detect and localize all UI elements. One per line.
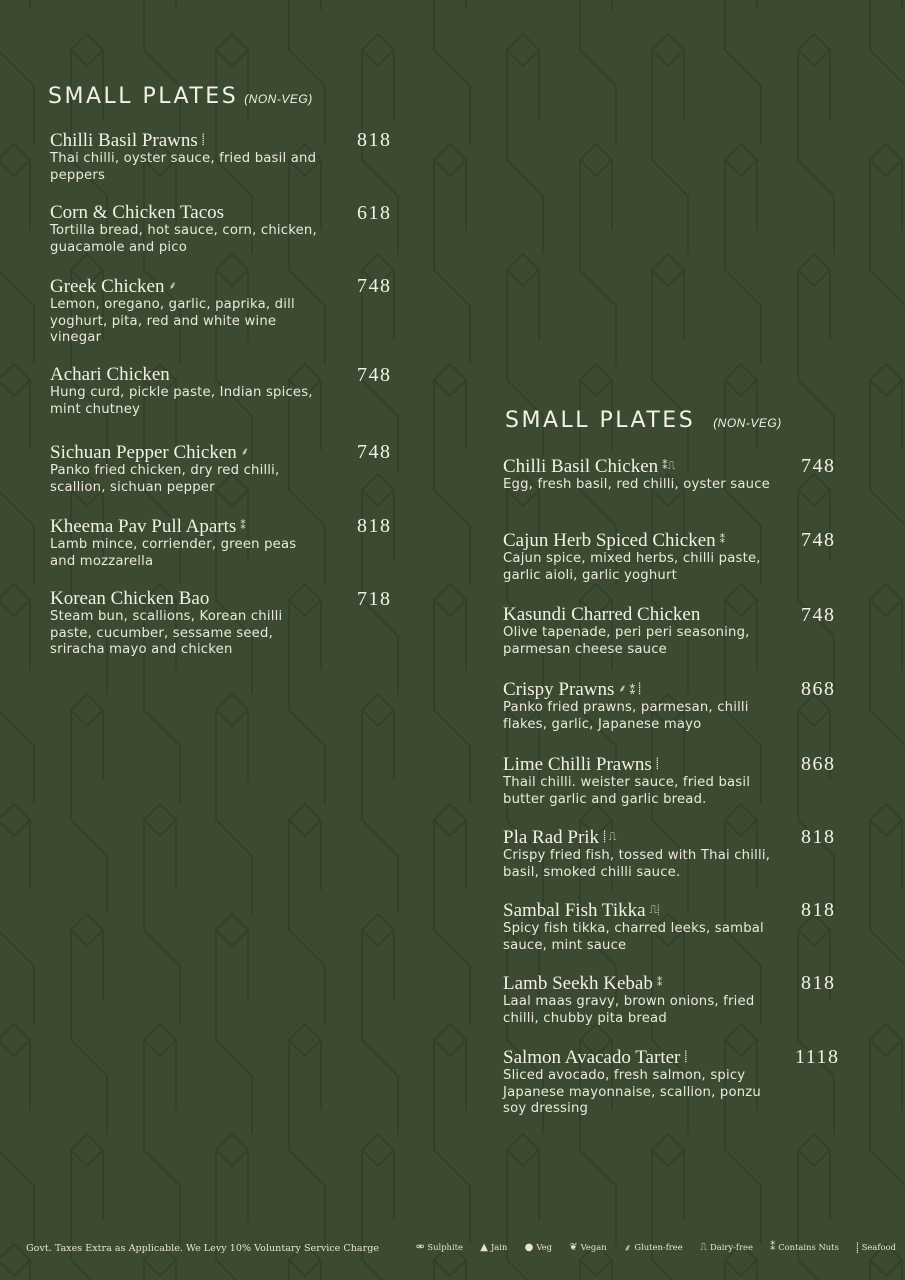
menu-item-name: Crispy Prawns <box>503 679 615 700</box>
pattern-line <box>652 490 688 694</box>
left-section-title <box>48 84 313 109</box>
pattern-line <box>580 144 612 176</box>
veg-icon: ● <box>524 1241 534 1253</box>
contains-nuts-icon: ⁑ <box>240 520 246 532</box>
pattern-line <box>289 804 321 836</box>
menu-item-name: Chilli Basil Prawns <box>50 130 198 151</box>
seafood-icon: ⸽ <box>856 1243 859 1254</box>
pattern-line <box>216 930 252 1134</box>
menu-item-name: Chilli Basil Chicken <box>503 456 659 477</box>
pattern-line <box>580 364 612 396</box>
menu-item-price: 748 <box>357 364 392 386</box>
section-title-text: SMALL PLATES <box>505 408 696 433</box>
pattern-line <box>652 50 688 254</box>
pattern-line <box>216 1150 252 1280</box>
menu-item-description: Tortilla bread, hot sauce, corn, chicken, guacamole and pico <box>50 223 317 255</box>
menu-item-description: Olive tapenade, peri peri seasoning, parmesan cheese sauce <box>503 625 750 657</box>
menu-item-price: 748 <box>801 455 836 477</box>
pattern-line <box>0 600 34 804</box>
legend-entry <box>480 1242 507 1253</box>
seafood-icon: ⸽ <box>201 134 205 146</box>
pattern-line <box>362 1134 394 1166</box>
menu-item-name: Greek Chicken <box>50 276 165 297</box>
pattern-line <box>870 364 902 396</box>
legend-entry <box>770 1242 839 1253</box>
pattern-line <box>507 710 543 914</box>
legend-label: Veg <box>536 1242 552 1252</box>
legend-entry <box>856 1240 896 1254</box>
menu-item <box>50 130 417 184</box>
pattern-line <box>289 1040 325 1244</box>
pattern-line <box>434 1024 466 1056</box>
pattern-line <box>870 820 905 1024</box>
pattern-line <box>725 144 757 176</box>
seafood-icon: ⸽ ⎍ <box>603 831 617 843</box>
pattern-line <box>289 0 325 144</box>
seafood-icon: ⸽ <box>655 758 659 770</box>
pattern-line <box>434 600 470 804</box>
pattern-line <box>216 914 248 946</box>
menu-item-description: Hung curd, pickle paste, Indian spices, mint chutney <box>50 385 313 417</box>
menu-item-description: Cajun spice, mixed herbs, chilli paste, garlic aioli, garlic yoghurt <box>503 551 761 583</box>
menu-item-price: 748 <box>801 604 836 626</box>
pattern-line <box>71 710 107 914</box>
menu-item <box>503 456 861 494</box>
pattern-line <box>216 694 248 726</box>
menu-item-description: Panko fried chicken, dry red chilli, scallion, sichuan pepper <box>50 463 280 495</box>
footer-note: Govt. Taxes Extra as Applicable. We Levy 10% Voluntary Service Charge <box>26 1243 380 1254</box>
menu-item-price: 748 <box>357 441 392 463</box>
pattern-line <box>725 364 757 396</box>
pattern-line <box>0 0 34 144</box>
menu-item-description: Steam bun, scallions, Korean chilli paste, cucumber, sessame seed, sriracha mayo and chicken <box>50 609 283 657</box>
pattern-line <box>144 0 180 144</box>
menu-item <box>50 589 417 659</box>
menu-item-name: Kheema Pav Pull Aparts <box>50 516 237 537</box>
contains-nuts-icon: ⁑ <box>719 534 726 546</box>
pattern-line <box>652 34 684 66</box>
menu-item <box>503 973 861 1027</box>
menu-item <box>50 365 417 418</box>
menu-item-description: Sliced avocado, fresh salmon, spicy Japanese mayonnaise, scallion, ponzu soy dressing <box>503 1068 761 1116</box>
legend-label: Vegan <box>580 1242 607 1252</box>
legend-entry <box>569 1242 606 1253</box>
pattern-line <box>0 584 30 616</box>
menu-item-description: Lemon, oregano, garlic, paprika, dill yoghurt, pita, red and white wine vinegar <box>50 297 295 345</box>
menu-item-price: 748 <box>357 275 392 297</box>
pattern-line <box>798 34 830 66</box>
menu-item <box>503 530 861 584</box>
pattern-line <box>652 254 684 286</box>
menu-item-name: Lamb Seekh Kebab <box>503 973 653 994</box>
pattern-line <box>362 34 394 66</box>
pattern-line <box>870 584 902 616</box>
pattern-line <box>0 820 34 1024</box>
menu-item-price: 818 <box>357 129 392 151</box>
pattern-line <box>507 1150 543 1280</box>
pattern-line <box>652 1150 688 1280</box>
pattern-line <box>434 1040 470 1244</box>
jain-icon: ▲ <box>480 1241 488 1253</box>
pattern-line <box>580 1260 616 1280</box>
pattern-line <box>0 1024 30 1056</box>
menu-item <box>50 516 417 570</box>
pattern-line <box>0 804 30 836</box>
pattern-line <box>0 1260 34 1280</box>
pattern-line <box>870 1024 902 1056</box>
gluten-free-icon: ⸙ <box>240 446 250 458</box>
menu-item-description: Egg, fresh basil, red chilli, oyster sauce <box>503 477 770 492</box>
contains-nuts-icon: ⁑ <box>770 1241 776 1253</box>
menu-item-price: 818 <box>357 515 392 537</box>
menu-item <box>503 900 861 954</box>
contains-nuts-icon: ⁑ <box>656 977 663 989</box>
pattern-line <box>870 1040 905 1244</box>
pattern-line <box>71 694 103 726</box>
pattern-line <box>870 600 905 804</box>
legend-label: Dairy-free <box>709 1242 753 1252</box>
pattern-line <box>0 1040 34 1244</box>
pattern-line <box>434 364 466 396</box>
menu-item-name: Lime Chilli Prawns <box>503 754 652 775</box>
menu-item-name: Sambal Fish Tikka <box>503 900 646 921</box>
pattern-line <box>0 364 30 396</box>
pattern-line <box>71 930 107 1134</box>
pattern-line <box>798 710 834 914</box>
pattern-line <box>507 270 543 474</box>
menu-item-price: 868 <box>801 678 836 700</box>
menu-item-price: 818 <box>801 826 836 848</box>
pattern-line <box>434 584 466 616</box>
vegan-icon: ❦ <box>569 1241 578 1253</box>
menu-item <box>50 442 417 496</box>
gluten-free-icon: ⸙ <box>168 280 177 292</box>
menu-item-description: Spicy fish tikka, charred leeks, sambal sauce, mint sauce <box>503 921 764 953</box>
pattern-line <box>144 804 176 836</box>
pattern-line <box>798 270 834 474</box>
legend-entry <box>700 1242 753 1253</box>
pattern-line <box>652 1134 684 1166</box>
pattern-line <box>0 380 34 584</box>
menu-item-name: Sichuan Pepper Chicken <box>50 442 237 463</box>
pattern-line <box>725 160 761 364</box>
menu-item-price: 818 <box>801 899 836 921</box>
menu-item-description: Crispy fried fish, tossed with Thai chilli, basil, smoked chilli sauce. <box>503 848 771 880</box>
pattern-line <box>71 1134 103 1166</box>
menu-item-name: Kasundi Charred Chicken <box>503 604 701 625</box>
pattern-line <box>362 710 398 914</box>
menu-item <box>50 276 417 347</box>
menu-item <box>503 1047 861 1118</box>
menu-item <box>50 203 417 256</box>
pattern-line <box>870 144 902 176</box>
menu-item-price: 1118 <box>795 1046 840 1068</box>
menu-item-name: Korean Chicken Bao <box>50 588 210 609</box>
menu-item-description: Thail chilli. weister sauce, fried basil butter garlic and garlic bread. <box>503 775 751 807</box>
legend-label: Contains Nuts <box>778 1242 839 1252</box>
gluten-free-icon: ⸙ <box>623 1243 632 1254</box>
pattern-line <box>798 254 830 286</box>
pattern-line <box>434 0 470 144</box>
pattern-line <box>289 1024 321 1056</box>
menu-item-description: Lamb mince, corriender, green peas and mozzarella <box>50 537 297 569</box>
menu-item-name: Cajun Herb Spiced Chicken <box>503 530 716 551</box>
contains-nuts-icon: ⁑⎍ <box>662 460 676 472</box>
pattern-line <box>71 1150 107 1280</box>
pattern-line <box>216 710 252 914</box>
pattern-line <box>144 1024 176 1056</box>
pattern-line <box>0 160 34 364</box>
pattern-line <box>362 914 394 946</box>
menu-item-price: 748 <box>801 529 836 551</box>
pattern-line <box>870 160 905 364</box>
menu-item-name: Pla Rad Prik <box>503 827 600 848</box>
pattern-line <box>649 710 688 916</box>
legend-label: Sulphite <box>427 1242 463 1252</box>
pattern-line <box>434 144 466 176</box>
dairy-free-icon: ⎍⸽ <box>649 904 660 916</box>
section-subtitle: (NON-VEG) <box>244 92 313 106</box>
menu-item <box>503 605 861 658</box>
pattern-line <box>580 160 616 364</box>
pattern-line <box>144 1260 180 1280</box>
section-subtitle: (NON-VEG) <box>713 416 782 430</box>
dietary-legend <box>416 1240 896 1254</box>
pattern-line <box>798 1150 834 1280</box>
pattern-line <box>580 0 616 144</box>
pattern-line <box>71 914 103 946</box>
menu-item-price: 868 <box>801 753 836 775</box>
pattern-line <box>216 1134 248 1166</box>
pattern-line <box>725 1260 761 1280</box>
gluten-free-icon: ⸙ ⁑ ⸽ <box>618 683 642 695</box>
pattern-line <box>507 254 539 286</box>
menu-item-description: Laal maas gravy, brown onions, fried chilli, chubby pita bread <box>503 994 755 1026</box>
legend-entry <box>416 1242 463 1253</box>
right-section-title <box>505 408 782 433</box>
menu-item-description: Thai chilli, oyster sauce, fried basil and peppers <box>50 151 317 183</box>
section-title-text: SMALL PLATES <box>48 84 239 109</box>
pattern-line <box>0 144 30 176</box>
pattern-line <box>652 270 688 474</box>
legend-label: Seafood <box>861 1242 896 1252</box>
pattern-line <box>434 1260 470 1280</box>
menu-item-name: Salmon Avacado Tarter <box>503 1047 681 1068</box>
menu-item-price: 818 <box>801 972 836 994</box>
pattern-line <box>289 820 325 1024</box>
pattern-line <box>434 380 470 584</box>
menu-item-description: Panko fried prawns, parmesan, chilli flakes, garlic, Japanese mayo <box>503 700 749 732</box>
pattern-line <box>289 1260 325 1280</box>
pattern-line <box>507 1134 539 1166</box>
pattern-line <box>507 50 543 254</box>
pattern-line <box>362 930 398 1134</box>
pattern-line <box>507 490 543 694</box>
pattern-line <box>798 50 834 254</box>
pattern-line <box>434 160 470 364</box>
pattern-line <box>434 820 470 1024</box>
dairy-free-icon: ⎍ <box>699 1241 707 1253</box>
legend-entry <box>525 1242 552 1253</box>
pattern-line <box>144 820 180 1024</box>
menu-item-price: 618 <box>357 202 392 224</box>
pattern-line <box>71 34 103 66</box>
pattern-line <box>434 804 466 836</box>
menu-item-name: Achari Chicken <box>50 364 170 385</box>
pattern-line <box>216 34 248 66</box>
seafood-icon: ⸽ <box>684 1051 688 1063</box>
pattern-line <box>725 0 761 144</box>
menu-item <box>503 827 861 881</box>
pattern-line <box>798 490 834 694</box>
pattern-line <box>507 34 539 66</box>
sulphite-icon: ⚮ <box>416 1241 425 1253</box>
menu-item-name: Corn & Chicken Tacos <box>50 202 225 223</box>
legend-label: Jain <box>490 1242 508 1252</box>
legend-entry <box>624 1240 683 1254</box>
menu-item-price: 718 <box>357 588 392 610</box>
pattern-line <box>798 1134 830 1166</box>
menu-item <box>503 679 861 733</box>
pattern-line <box>870 380 905 584</box>
pattern-line <box>362 694 394 726</box>
pattern-line <box>870 0 905 144</box>
pattern-line <box>362 1150 398 1280</box>
pattern-line <box>144 1040 180 1244</box>
pattern-line <box>870 804 902 836</box>
menu-item <box>503 754 861 808</box>
legend-label: Gluten-free <box>634 1242 683 1252</box>
